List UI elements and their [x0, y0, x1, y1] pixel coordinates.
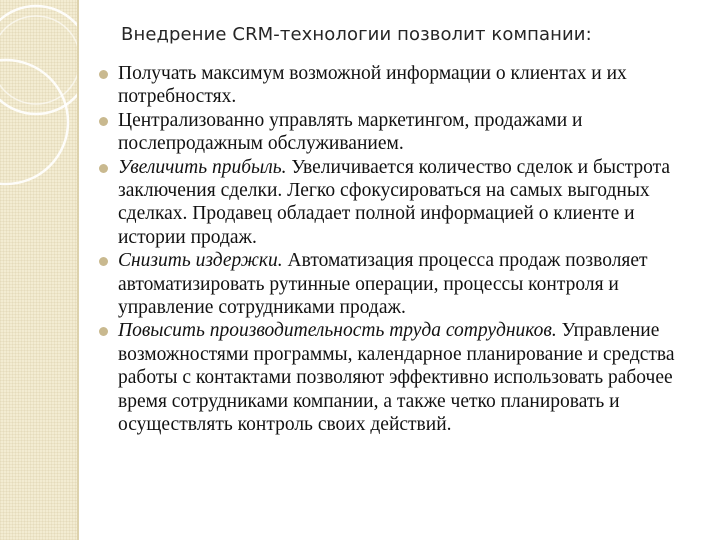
bullet-text: Управление возможностями программы, календарное планирование и средства работы с контактами позволяют эффективно использовать рабочее время сотрудниками компании, а также четко планировать и осуществлять контроль своих действий.: [118, 320, 675, 436]
bullet-text: Автоматизация процесса продаж позволяет автоматизировать рутинные операции, процессы контроля и управление сотрудниками продаж.: [118, 250, 648, 319]
bullet-item-info: [99, 62, 689, 109]
slide-title: Внедрение CRM-технологии позволит компании:: [121, 24, 592, 45]
bullet-list: [99, 62, 689, 437]
circle-ornament: [0, 0, 79, 540]
bullet-item-profit: [99, 156, 689, 250]
bullet-item-management: [99, 109, 689, 156]
bullet-italic-lead: Увеличить прибыль.: [118, 156, 287, 178]
bullet-dot-icon: [99, 117, 108, 126]
bullet-text: Централизованно управлять маркетингом, продажами и послепродажным обслуживанием.: [118, 109, 583, 155]
bullet-dot-icon: [99, 257, 108, 266]
bullet-item-productivity: [99, 319, 689, 436]
bullet-dot-icon: [99, 164, 108, 173]
decorative-side-panel: [0, 0, 79, 540]
bullet-text: Увеличивается количество сделок и быстрота заключения сделки. Легко сфокусироваться на самых выгодных сделках. Продавец обладает полной информацией о клиенте и истории продаж.: [118, 156, 671, 248]
bullet-italic-lead: Снизить издержки.: [118, 250, 283, 272]
bullet-item-costs: [99, 249, 689, 319]
bullet-dot-icon: [99, 327, 108, 336]
bullet-dot-icon: [99, 70, 108, 79]
bullet-italic-lead: Повысить производительность труда сотрудников.: [118, 320, 557, 342]
bullet-text: Получать максимум возможной информации о клиентах и их потребностях.: [118, 63, 627, 108]
